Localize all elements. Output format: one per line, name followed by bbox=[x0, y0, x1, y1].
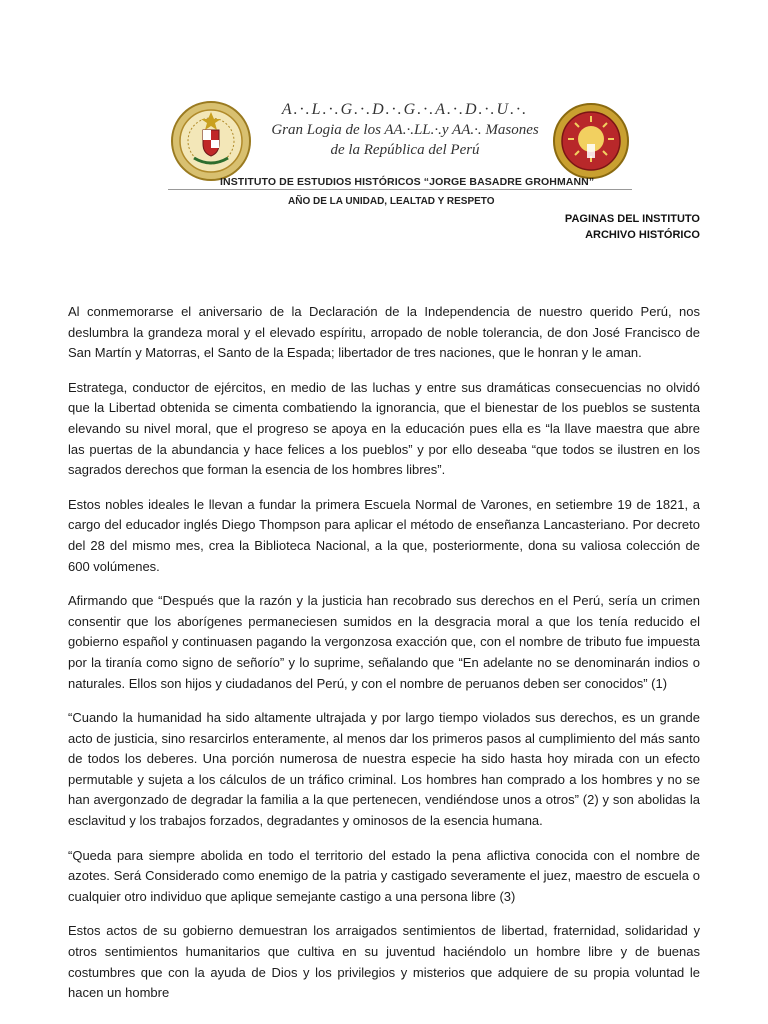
lodge-title-line-3: de la República del Perú bbox=[330, 142, 480, 158]
lodge-title-line-1: A.·.L.·.G.·.D.·.G.·.A.·.D.·.U.·. bbox=[281, 101, 529, 118]
paragraph: “Queda para siempre abolida en todo el territorio del estado la pena aflictiva conocida con el nombre de azotes. Será Considerado como enemigo de la patria y castigado severamente el juez, maestro de escuela o cualquier otro individuo que aplique semejante castigo a una persona libre (3) bbox=[68, 847, 700, 904]
institute-name: INSTITUTO DE ESTUDIOS HISTÓRICOS “JORGE BASADRE GROHMANN” bbox=[220, 176, 595, 188]
paragraph: Estos actos de su gobierno demuestran los arraigados sentimientos de libertad, fraternidad, solidaridad y otros sentimientos humanitarios que cultiva en su juventud haciéndolo un hombre libre y de buenas costumbres que con la ayuda de Dios y los privilegios y misterios que adquiere de su propia voluntad le hacen un hombre bbox=[68, 923, 700, 1001]
lodge-title-line-2: Gran Logia de los AA.·.LL.·.y AA.·. Masones bbox=[271, 122, 539, 138]
paragraph: Estratega, conductor de ejércitos, en medio de las luchas y entre sus dramáticas consecuencias no olvidó que la Libertad obtenida se cimenta combatiendo la ignorancia, que el bienestar de los pueblos se sustenta elevando su nivel moral, que el progreso se apoya en la educación pues ella es “la llave maestra que abre las puertas de la abundancia y hace felices a los pueblos” y por ello deseaba “que todos se ilustren en los sagrados derechos que forman la esencia de los hombres libres”. bbox=[68, 379, 700, 478]
article-body bbox=[68, 302, 700, 1018]
lodge-title bbox=[260, 100, 550, 160]
lodge-seal-icon bbox=[170, 100, 252, 182]
section-heading bbox=[565, 211, 700, 243]
paragraph: Estos nobles ideales le llevan a fundar la primera Escuela Normal de Varones, en setiembre 19 de 1821, a cargo del educador inglés Diego Thompson para aplicar el método de enseñanza Lancasteriano. Por decreto del 28 del mismo mes, crea la Biblioteca Nacional, a la que, posteriormente, dona su valiosa colección de 600 volúmenes. bbox=[68, 496, 700, 574]
paragraph: Afirmando que “Después que la razón y la justicia han recobrado sus derechos en el Perú, sería un crimen consentir que los aborígenes permaneciesen sumidos en la desgracia moral a que los tenía reducido el gobierno español y continuasen pagando la vergonzosa exacción que, con el nombre de tributo fue impuesta por la tiranía como signo de señorío” y lo suprime, señalando que “En adelante no se denominarán indios o naturales. Ellos son hijos y ciudadanos del Perú, y con el nombre de peruanos deben ser conocidos” (1) bbox=[68, 593, 700, 691]
paragraph: Al conmemorarse el aniversario de la Declaración de la Independencia de nuestro querido Perú, nos deslumbra la grandeza moral y el elevado espíritu, arropado de noble tolerancia, de don José Francisco de San Martín y Matorras, el Santo de la Espada; libertador de tres naciones, que le honran y le aman. bbox=[68, 304, 700, 361]
year-motto: AÑO DE LA UNIDAD, LEALTAD Y RESPETO bbox=[288, 196, 495, 207]
letterhead-divider bbox=[168, 189, 632, 190]
section-heading-line-2: ARCHIVO HISTÓRICO bbox=[585, 229, 700, 241]
paragraph: “Cuando la humanidad ha sido altamente ultrajada y por largo tiempo violados sus derechos, es un grande acto de justicia, sino resarcirlos enteramente, al menos dar los primeros pasos al cumplimiento del más santo de todos los deberes. Una porción numerosa de nuestra especie ha sido hasta hoy mirada con un efecto permutable y sujeta a los cálculos de un tráfico criminal. Los hombres han comprado a los hombres y no se han avergonzado de degradar la familia a la que pertenecen, vendiéndose unos a otros” (2) y son abolidas la esclavitud y los trabajos forzados, degradantes y ominosos de la esencia humana. bbox=[68, 710, 700, 829]
sun-emblem-icon bbox=[552, 102, 630, 180]
letterhead bbox=[168, 96, 632, 192]
section-heading-line-1: PAGINAS DEL INSTITUTO bbox=[564, 213, 700, 225]
